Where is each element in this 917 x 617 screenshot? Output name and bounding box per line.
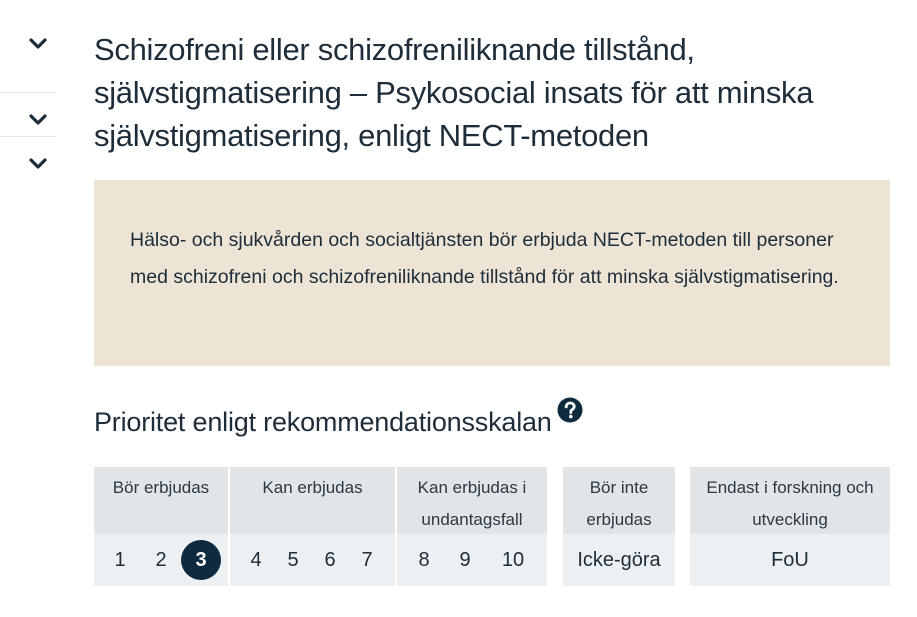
scale-group-label: Bör inte erbjudas [563,467,675,534]
scale-number: 6 [324,548,336,571]
scale-group-numbers [397,534,547,586]
scale-group-label: Endast i forskning och utveckling [690,467,890,534]
recommendation-text: Hälso- och sjukvården och socialtjänsten bör erbjuda NECT-metoden till personer med schizofreni och schizofreniliknande tillstånd för att minska självstigmatisering. [130,229,839,288]
priority-heading [94,400,583,444]
scale-group-numbers [94,534,228,586]
sidebar-divider [0,136,56,137]
sidebar [0,0,56,617]
scale-number: 5 [287,548,299,571]
scale-group-label: Kan erbjudas i undantagsfall [397,467,547,534]
scale-value-fou: FoU [690,534,890,586]
scale-number: 2 [155,548,167,571]
scale-value-icke-gora: Icke-göra [563,534,675,586]
scale-number: 9 [459,548,471,571]
recommendation-box [94,180,890,366]
scale-group-label: Bör erbjudas [94,467,228,534]
sidebar-divider [0,92,56,93]
scale-group-kan-erbjudas [230,467,395,586]
scale-number: 1 [114,548,126,571]
scale-number: 10 [501,548,525,571]
scale-group-endast-i-forskning [690,467,890,586]
priority-heading-text: Prioritet enligt rekommendationsskalan [94,407,552,437]
page-title: Schizofreni eller schizofreniliknande tillstånd, självstigmatisering – Psykosocial insats för att minska självstigmatisering, enligt NECT-metoden [94,32,814,153]
scale-group-bor-inte-erbjudas [563,467,675,586]
scale-group-kan-erbjudas-i-undantagsfall [397,467,547,586]
scale-group-numbers [230,534,395,586]
scale-number-selected: 3 [181,540,221,580]
scale-number: 4 [250,548,262,571]
scale-group-bor-erbjudas [94,467,228,586]
scale-number: 8 [418,548,430,571]
scale-number: 7 [361,548,373,571]
scale-group-label: Kan erbjudas [230,467,395,534]
chevron-down-icon[interactable] [27,153,49,175]
question-circle-icon[interactable] [557,397,583,423]
chevron-down-icon[interactable] [27,109,49,131]
chevron-down-icon[interactable] [27,33,49,55]
